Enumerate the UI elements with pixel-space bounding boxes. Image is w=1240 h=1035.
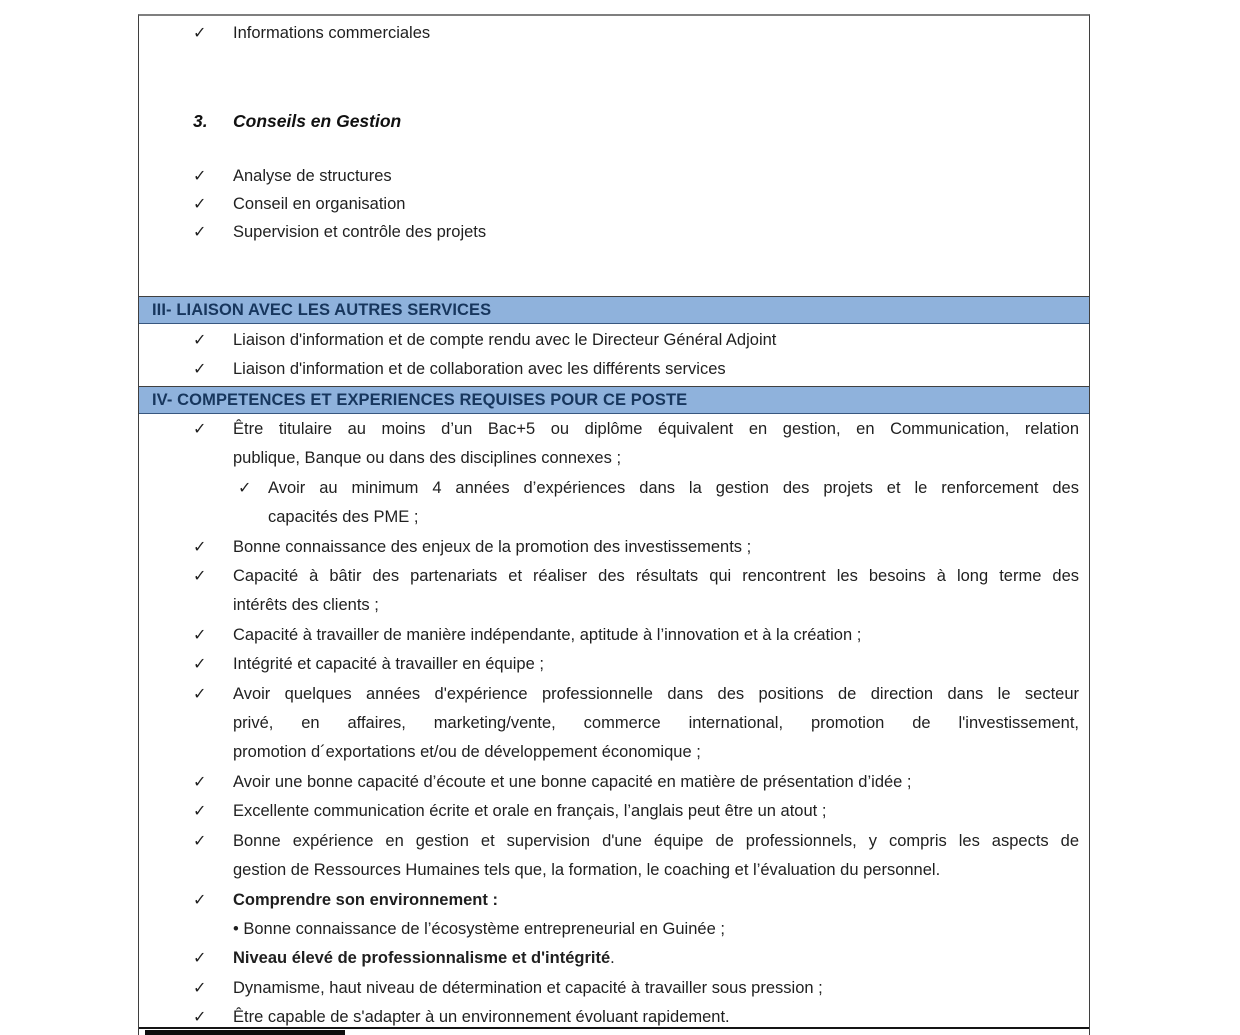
check-icon: ✓ <box>193 360 207 378</box>
checklist-item-text: Avoir une bonne capacité d’écoute et une bonne capacité en matière de présentation d’idée ; <box>233 772 912 791</box>
check-icon: ✓ <box>193 224 207 241</box>
heading-text: Conseils en Gestion <box>233 111 402 131</box>
checklist-item-text: Supervision et contrôle des projets <box>233 223 487 241</box>
check-icon: ✓ <box>193 568 207 586</box>
check-icon: ✓ <box>193 832 207 850</box>
check-icon: ✓ <box>193 626 207 644</box>
checklist-item <box>139 650 1089 679</box>
checklist-item <box>139 944 1089 973</box>
section-iii-title: III- LIAISON AVEC LES AUTRES SERVICES <box>152 300 492 319</box>
checklist-item-text: Avoir quelques années d'expérience professionnelle dans des positions de direction dans le secteur privé, en affaires, marketing/vente, commerce international, promotion de l'investissement, promotion d´exportations et/ou de développement économique ; <box>233 684 1079 762</box>
checklist-item <box>139 768 1089 797</box>
checklist-item-text: Informations commerciales <box>233 24 431 42</box>
checklist-item-text: Niveau élevé de professionnalisme et d'intégrité. <box>233 949 615 968</box>
checklist-item <box>139 797 1089 826</box>
check-icon: ✓ <box>193 332 207 349</box>
section-iv-header <box>139 386 1089 414</box>
checklist-item-text: Analyse de structures <box>233 167 392 185</box>
next-section-black-band <box>145 1030 345 1035</box>
section-iii-header <box>139 296 1089 324</box>
checklist-item <box>139 886 1089 915</box>
checklist-item <box>139 621 1089 650</box>
check-icon: ✓ <box>193 1009 207 1027</box>
checklist-item-text: Excellente communication écrite et orale en français, l’anglais peut être un atout ; <box>233 802 827 821</box>
section-iv-title: IV- COMPETENCES ET EXPERIENCES REQUISES POUR CE POSTE <box>152 390 688 409</box>
checklist-item <box>139 915 1089 944</box>
check-icon: ✓ <box>193 803 207 821</box>
check-icon: ✓ <box>193 538 207 556</box>
check-icon: ✓ <box>193 891 207 909</box>
checklist-item-text: Avoir au minimum 4 années d’expériences dans la gestion des projets et le renforcement des capacités des PME ; <box>268 478 1079 527</box>
checklist-item <box>139 19 1089 48</box>
heading-number: 3. <box>193 111 208 131</box>
checklist-item <box>139 218 1089 247</box>
checklist-item-text: Être titulaire au moins d’un Bac+5 ou diplôme équivalent en gestion, en Communication, relation publique, Banque ou dans des disciplines connexes ; <box>233 420 1079 468</box>
check-icon: ✓ <box>193 25 207 42</box>
checklist-item-text: Capacité à travailler de manière indépendante, aptitude à l’innovation et à la création ; <box>233 625 862 644</box>
checklist-item-text: Capacité à bâtir des partenariats et réaliser des résultats qui rencontrent les besoins à long terme des intérêts des clients ; <box>233 567 1079 615</box>
checklist-item <box>139 326 1089 355</box>
check-icon: ✓ <box>193 421 207 438</box>
checklist-item-text: Dynamisme, haut niveau de détermination et capacité à travailler sous pression ; <box>233 978 823 997</box>
checklist-item-text: • Bonne connaissance de l’écosystème entrepreneurial en Guinée ; <box>233 919 725 938</box>
document-table <box>138 14 1090 1035</box>
checklist-item-text: Intégrité et capacité à travailler en équipe ; <box>233 655 544 674</box>
check-icon: ✓ <box>193 950 207 968</box>
checklist-item-text: Bonne expérience en gestion et supervision d'une équipe de professionnels, y compris les aspects de gestion de Ressources Humaines tels que, la formation, le coaching et l’évaluation du personnel. <box>233 831 1079 880</box>
checklist-item-text: Liaison d'information et de collaboration avec les différents services <box>233 359 726 378</box>
check-icon: ✓ <box>238 479 252 497</box>
check-icon: ✓ <box>193 168 207 185</box>
checklist-item <box>139 415 1089 474</box>
checklist-item <box>139 680 1089 768</box>
check-icon: ✓ <box>193 685 207 703</box>
check-icon: ✓ <box>193 979 207 997</box>
checklist-item-text: Être capable de s'adapter à un environnement évoluant rapidement. <box>233 1008 730 1027</box>
checklist-item <box>139 474 1089 533</box>
checklist-item-text: Comprendre son environnement : <box>233 890 498 909</box>
checklist-item-text: Bonne connaissance des enjeux de la promotion des investissements ; <box>233 537 752 556</box>
numbered-heading <box>139 107 1089 136</box>
check-icon: ✓ <box>193 196 207 213</box>
checklist-item <box>139 974 1089 1003</box>
checklist-item-text: Conseil en organisation <box>233 195 406 213</box>
checklist-item <box>139 355 1089 384</box>
checklist-item <box>139 562 1089 621</box>
checklist-item <box>139 162 1089 191</box>
checklist-item <box>139 533 1089 562</box>
check-icon: ✓ <box>193 773 207 791</box>
check-icon: ✓ <box>193 656 207 674</box>
checklist-item <box>139 190 1089 219</box>
checklist-item <box>139 827 1089 886</box>
table-row-border <box>139 1027 1089 1029</box>
section-iv-checklist <box>139 415 1089 1033</box>
checklist-item-text: Liaison d'information et de compte rendu avec le Directeur Général Adjoint <box>233 331 777 349</box>
